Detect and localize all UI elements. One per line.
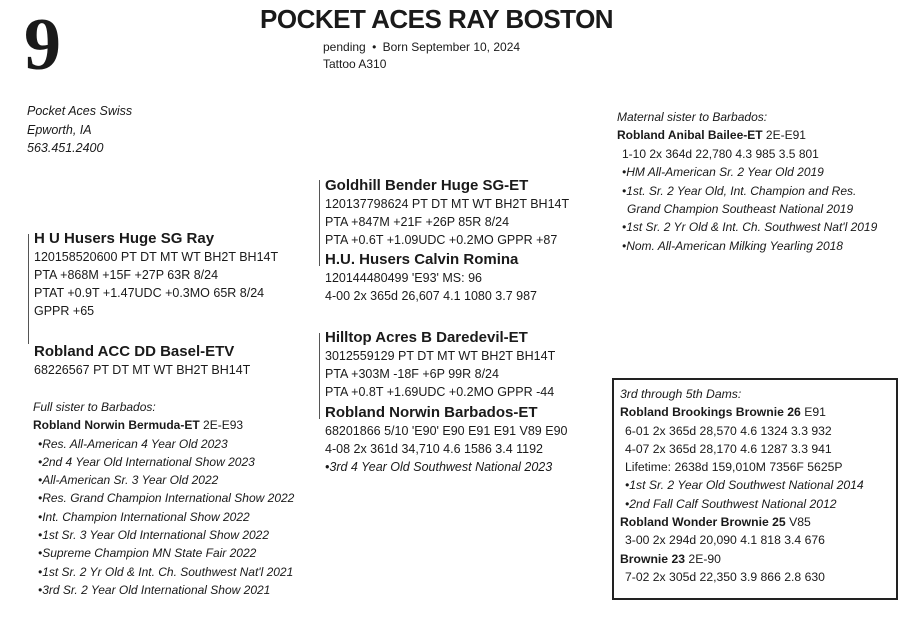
full-sister-name: Robland Norwin Bermuda-ET <box>33 418 200 433</box>
pedigree-line-sire-sire <box>319 180 320 266</box>
dam-name: Robland ACC DD Basel-ETV <box>34 343 235 360</box>
sire-sire-name: Goldhill Bender Huge SG-ET <box>325 177 529 194</box>
award-item: •1st. Sr. 2 Year Old, Int. Champion and Res. <box>622 183 857 198</box>
maternal-sister-record: 1-10 2x 364d 22,780 4.3 985 3.5 801 <box>622 146 819 161</box>
dam-dam-name: Robland Norwin Barbados-ET <box>325 404 538 421</box>
sire-name: H U Husers Huge SG Ray <box>34 230 215 247</box>
lot-number: 9 <box>24 4 61 86</box>
sire-dam-line-1: 120144480499 'E93' MS: 96 <box>325 271 482 285</box>
sire-line-3: PTAT +0.9T +1.47UDC +0.3MO 65R 8/24 <box>34 286 265 300</box>
sire-dam-name: H.U. Husers Calvin Romina <box>325 251 519 268</box>
dam5-score: 2E-90 <box>688 551 721 566</box>
full-sister-score: 2E-E93 <box>203 418 244 433</box>
meta-separator: • <box>372 40 377 54</box>
sire-dam-line-2: 4-00 2x 365d 26,607 4.1 1080 3.7 987 <box>325 289 537 303</box>
award-item: Grand Champion Southeast National 2019 <box>627 202 854 217</box>
award-item: •2nd Fall Calf Southwest National 2012 <box>625 496 837 511</box>
dam5-record: 7-02 2x 305d 22,350 3.9 866 2.8 630 <box>625 569 825 584</box>
maternal-sister-heading: Maternal sister to Barbados: <box>617 110 768 124</box>
full-sister-block <box>33 398 294 599</box>
sire-dam-block <box>325 250 537 305</box>
pedigree-line-sire <box>28 234 29 344</box>
award-item: •Nom. All-American Milking Yearling 2018 <box>622 238 843 253</box>
sire-sire-line-1: 120137798624 PT DT MT WT BH2T BH14T <box>325 197 570 211</box>
dam-dam-award: •3rd 4 Year Old Southwest National 2023 <box>325 460 553 474</box>
dam5-name: Brownie 23 <box>620 551 686 566</box>
dam4-score: V85 <box>789 515 811 530</box>
dam-sire-block <box>325 328 555 401</box>
award-item: •Int. Champion International Show 2022 <box>38 509 250 524</box>
dam3-record-1: 6-01 2x 365d 28,570 4.6 1324 3.3 932 <box>625 423 832 438</box>
dams-box-heading: 3rd through 5th Dams: <box>620 387 742 401</box>
award-item: •Res. All-American 4 Year Old 2023 <box>38 436 228 451</box>
tattoo: Tattoo A310 <box>323 57 387 71</box>
sire-line-2: PTA +868M +15F +27P 63R 8/24 <box>34 268 219 282</box>
maternal-sister-score: 2E-E91 <box>765 128 806 143</box>
dam3-lifetime: Lifetime: 2638d 159,010M 7356F 5625P <box>625 460 843 475</box>
award-item: •Supreme Champion MN State Fair 2022 <box>38 546 257 561</box>
dam-sire-line-3: PTA +0.8T +1.69UDC +0.2MO GPPR -44 <box>325 385 555 399</box>
full-sister-heading: Full sister to Barbados: <box>33 400 156 414</box>
dam-block <box>34 342 250 379</box>
award-item: •Res. Grand Champion International Show 2022 <box>38 491 295 506</box>
consignor-location: Epworth, IA <box>27 122 92 137</box>
sire-line-1: 120158520600 PT DT MT WT BH2T BH14T <box>34 250 279 264</box>
award-item: •1st Sr. 3 Year Old International Show 2022 <box>38 528 270 543</box>
pedigree-line-dam-sire <box>319 333 320 419</box>
award-item: •3rd Sr. 2 Year Old International Show 2021 <box>38 582 271 597</box>
sire-sire-block <box>325 176 569 249</box>
sire-line-4: GPPR +65 <box>34 304 95 318</box>
maternal-sister-name: Robland Anibal Bailee-ET <box>617 128 763 143</box>
animal-meta <box>323 39 520 73</box>
dam4-name: Robland Wonder Brownie 25 <box>620 515 786 530</box>
dam3-score: E91 <box>804 405 826 420</box>
page-title: POCKET ACES RAY BOSTON <box>260 4 614 34</box>
consignor-phone: 563.451.2400 <box>27 141 104 155</box>
status-text: pending <box>323 40 366 54</box>
sire-sire-line-3: PTA +0.6T +1.09UDC +0.2MO GPPR +87 <box>325 233 558 247</box>
birth-date: Born September 10, 2024 <box>382 40 521 54</box>
dam-line-1: 68226567 PT DT MT WT BH2T BH14T <box>34 363 251 377</box>
consignor-name: Pocket Aces Swiss <box>27 104 133 118</box>
consignor <box>27 102 132 158</box>
maternal-sister-block <box>617 108 877 255</box>
dams-box-content <box>620 385 864 586</box>
award-item: •1st Sr. 2 Year Old Southwest National 2014 <box>625 478 864 493</box>
sire-block <box>34 229 278 320</box>
award-item: •1st Sr. 2 Yr Old & Int. Ch. Southwest Nat'l 2021 <box>38 564 294 579</box>
dam-sire-line-2: PTA +303M -18F +6P 99R 8/24 <box>325 367 499 381</box>
dam-sire-line-1: 3012559129 PT DT MT WT BH2T BH14T <box>325 349 556 363</box>
dam-dam-block <box>325 403 567 476</box>
dam-sire-name: Hilltop Acres B Daredevil-ET <box>325 329 528 346</box>
sire-sire-line-2: PTA +847M +21F +26P 85R 8/24 <box>325 215 510 229</box>
dam3-name: Robland Brookings Brownie 26 <box>620 405 801 420</box>
dam4-record: 3-00 2x 294d 20,090 4.1 818 3.4 676 <box>625 533 825 548</box>
award-item: •All-American Sr. 3 Year Old 2022 <box>38 473 219 488</box>
dam3-record-2: 4-07 2x 365d 28,170 4.6 1287 3.3 941 <box>625 441 832 456</box>
award-item: •HM All-American Sr. 2 Year Old 2019 <box>622 165 824 180</box>
dam-dam-line-1: 68201866 5/10 'E90' E90 E91 E91 V89 E90 <box>325 424 568 438</box>
award-item: •1st Sr. 2 Yr Old & Int. Ch. Southwest Nat'l 2019 <box>622 220 878 235</box>
dam-dam-line-2: 4-08 2x 361d 34,710 4.6 1586 3.4 1192 <box>325 442 544 456</box>
award-item: •2nd 4 Year Old International Show 2023 <box>38 454 255 469</box>
